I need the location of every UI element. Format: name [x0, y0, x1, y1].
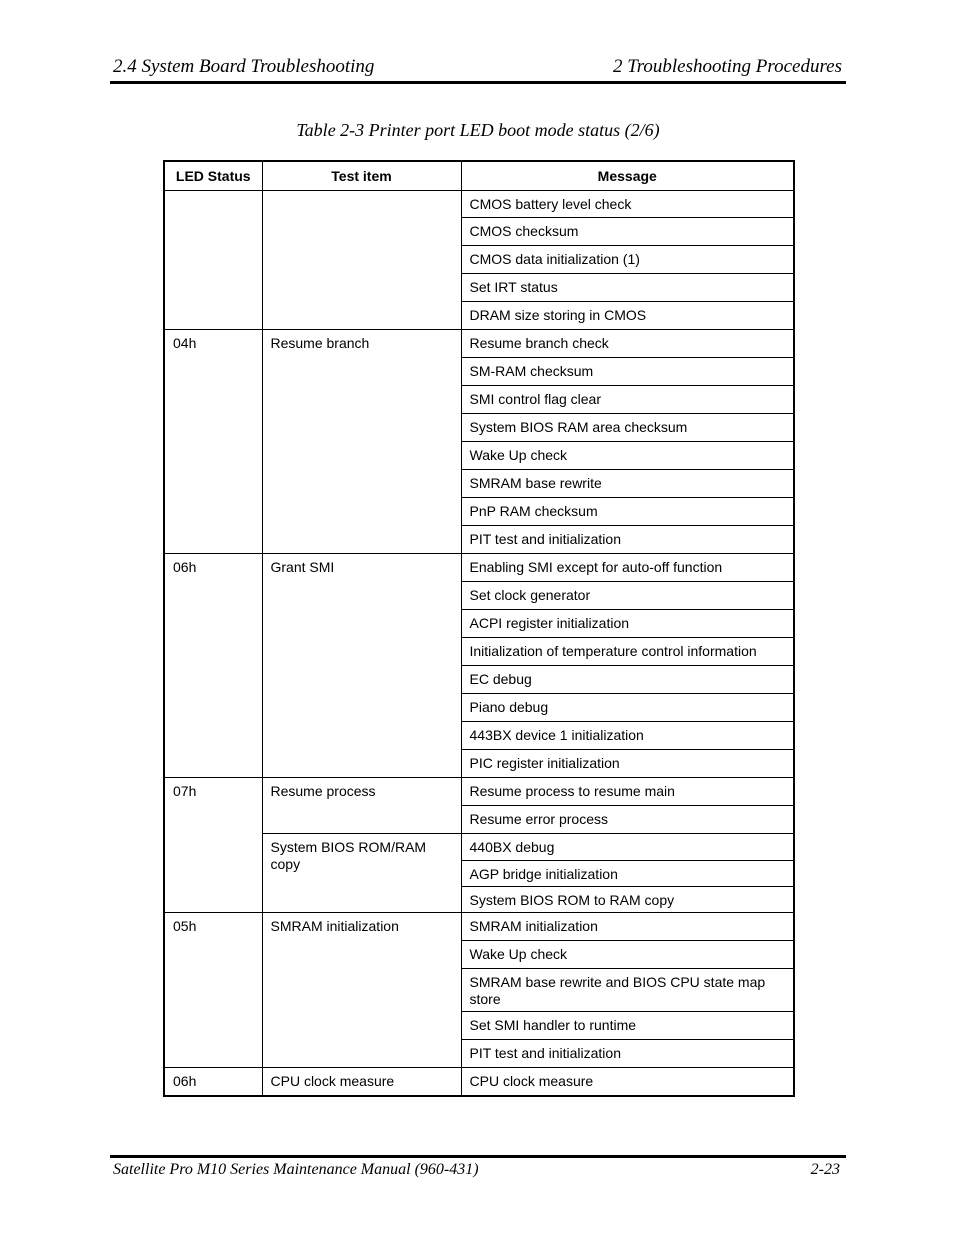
message-cell: Set IRT status	[461, 274, 794, 302]
section-title: 2.4 System Board Troubleshooting	[113, 56, 375, 77]
message-cell: CPU clock measure	[461, 1068, 794, 1096]
message-cell: SMRAM base rewrite	[461, 470, 794, 498]
table-row	[164, 554, 794, 582]
message-cell: EC debug	[461, 666, 794, 694]
table-row	[164, 330, 794, 358]
message-cell: Enabling SMI except for auto-off function	[461, 554, 794, 582]
column-header-led-status: LED Status	[164, 161, 262, 191]
message-cell: Set SMI handler to runtime	[461, 1012, 794, 1040]
message-cell: Resume error process	[461, 806, 794, 834]
message-cell: CMOS battery level check	[461, 191, 794, 218]
message-cell: CMOS data initialization (1)	[461, 246, 794, 274]
table-row	[164, 191, 794, 218]
message-cell: Set clock generator	[461, 582, 794, 610]
table-row	[164, 1068, 794, 1096]
table-row	[164, 778, 794, 806]
message-cell: SMI control flag clear	[461, 386, 794, 414]
led-status-cell: 06h	[164, 1068, 262, 1096]
message-cell: PIC register initialization	[461, 750, 794, 778]
test-item-cell	[262, 191, 461, 330]
test-item-cell: Resume branch	[262, 330, 461, 554]
column-header-test-item: Test item	[262, 161, 461, 191]
led-status-cell	[164, 191, 262, 330]
led-status-cell: 05h	[164, 913, 262, 1068]
message-cell: Piano debug	[461, 694, 794, 722]
message-cell: System BIOS ROM to RAM copy	[461, 887, 794, 913]
message-cell: PIT test and initialization	[461, 1040, 794, 1068]
message-cell: Initialization of temperature control information	[461, 638, 794, 666]
message-cell: 440BX debug	[461, 834, 794, 861]
test-item-cell: SMRAM initialization	[262, 913, 461, 1068]
message-cell: 443BX device 1 initialization	[461, 722, 794, 750]
message-cell: Resume process to resume main	[461, 778, 794, 806]
page-number: 2-23	[810, 1161, 840, 1178]
test-item-cell: Grant SMI	[262, 554, 461, 778]
message-cell: ACPI register initialization	[461, 610, 794, 638]
led-status-cell: 07h	[164, 778, 262, 913]
led-status-cell: 04h	[164, 330, 262, 554]
chapter-title: 2 Troubleshooting Procedures	[612, 56, 842, 77]
message-cell: PIT test and initialization	[461, 526, 794, 554]
table-header-row	[164, 161, 794, 191]
manual-title: Satellite Pro M10 Series Maintenance Manual (960-431)	[113, 1161, 479, 1178]
page-footer	[110, 1155, 846, 1178]
column-header-message: Message	[461, 161, 794, 191]
message-cell: Wake Up check	[461, 442, 794, 470]
message-cell: PnP RAM checksum	[461, 498, 794, 526]
led-status-cell: 06h	[164, 554, 262, 778]
table-row	[164, 913, 794, 941]
led-status-table	[163, 160, 795, 1097]
message-cell: SM-RAM checksum	[461, 358, 794, 386]
test-item-cell: System BIOS ROM/RAM copy	[262, 834, 461, 913]
message-cell: DRAM size storing in CMOS	[461, 302, 794, 330]
message-cell: CMOS checksum	[461, 218, 794, 246]
message-cell: System BIOS RAM area checksum	[461, 414, 794, 442]
table-caption: Table 2-3 Printer port LED boot mode status (2/6)	[296, 120, 660, 140]
page-header	[110, 55, 846, 84]
message-cell: SMRAM base rewrite and BIOS CPU state map store	[461, 969, 794, 1012]
test-item-cell: CPU clock measure	[262, 1068, 461, 1096]
message-cell: SMRAM initialization	[461, 913, 794, 941]
message-cell: Resume branch check	[461, 330, 794, 358]
test-item-cell: Resume process	[262, 778, 461, 834]
message-cell: Wake Up check	[461, 941, 794, 969]
message-cell: AGP bridge initialization	[461, 861, 794, 887]
